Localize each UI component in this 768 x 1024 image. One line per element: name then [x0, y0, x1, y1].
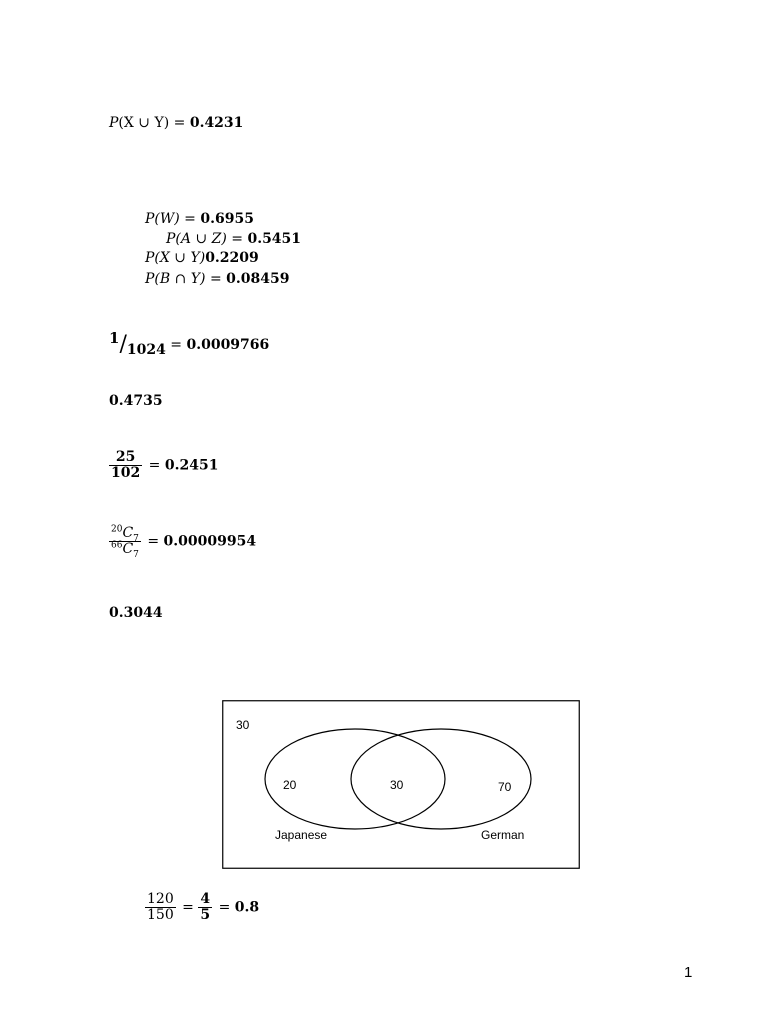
answer-value: 0.08459	[226, 271, 290, 287]
denominator: 150	[147, 907, 174, 923]
answer-value: 0.8	[234, 899, 260, 916]
page-number: 1	[684, 964, 693, 981]
combination-k: 7	[133, 549, 139, 560]
german-only-count: 70	[498, 780, 512, 794]
event-expression: P(X ∪ Y)	[145, 250, 206, 266]
fraction-slash: /	[119, 332, 127, 357]
event-expression: P(A ∪ Z)	[166, 231, 227, 247]
equation-union-az	[166, 231, 301, 247]
equals-sign: =	[142, 533, 164, 550]
answer-value: 0.4231	[189, 115, 244, 131]
event-expression: (X ∪ Y)	[118, 115, 170, 131]
answer-value: 0.4735	[109, 393, 163, 409]
german-circle	[351, 729, 531, 829]
answer-value: 0.2209	[205, 250, 259, 266]
equation-25-over-102	[109, 450, 218, 481]
answer-value: 0.6955	[200, 211, 254, 227]
equation-one-over-1024	[109, 330, 269, 358]
answer-line-10	[109, 605, 163, 621]
japanese-label: Japanese	[275, 828, 328, 842]
numerator: 120	[147, 891, 174, 907]
venn-diagram	[222, 700, 580, 870]
combination-fraction	[109, 524, 141, 560]
equals-sign: =	[179, 211, 201, 227]
denominator	[109, 540, 141, 560]
equals-sign: =	[169, 115, 190, 131]
combination-n: 20	[111, 524, 123, 535]
combination-symbol: C	[122, 525, 134, 541]
denominator: 102	[111, 465, 141, 481]
japanese-only-count: 20	[283, 778, 297, 792]
event-expression: P(W)	[145, 211, 180, 227]
stacked-fraction	[145, 892, 176, 923]
event-expression: P(B ∩ Y)	[145, 271, 206, 287]
prob-symbol: P	[109, 115, 119, 131]
both-count: 30	[390, 778, 404, 792]
outside-count: 30	[236, 718, 250, 732]
answer-value: 0.3044	[109, 605, 163, 621]
combination-n: 66	[111, 540, 123, 551]
equation-p-w	[145, 211, 254, 227]
answer-value: 0.00009954	[163, 533, 257, 550]
equation-intersect-by	[145, 271, 289, 287]
denominator: 1024	[126, 342, 166, 358]
stacked-fraction	[109, 450, 142, 481]
answer-line-7	[109, 393, 163, 409]
german-label: German	[481, 828, 525, 842]
equation-combinations	[109, 524, 257, 560]
numerator: 4	[200, 891, 211, 907]
equals-sign: =	[205, 271, 227, 287]
slash-fraction	[109, 329, 166, 358]
equation-union-xy-2	[145, 250, 259, 266]
combination-k: 7	[133, 533, 139, 544]
denominator: 5	[200, 907, 211, 923]
numerator: 1	[109, 329, 120, 347]
equals-sign: =	[165, 337, 187, 353]
stacked-fraction-reduced	[198, 892, 212, 923]
answer-value: 0.0009766	[186, 337, 270, 353]
equals-sign: =	[144, 457, 165, 474]
equals-sign: =	[226, 231, 248, 247]
equation-120-over-150	[145, 892, 259, 923]
numerator	[109, 524, 141, 544]
combination-symbol: C	[122, 541, 134, 557]
answer-value: 0.5451	[247, 231, 302, 247]
equals-sign: =	[214, 899, 235, 916]
equals-sign: =	[177, 899, 199, 916]
numerator: 25	[115, 449, 136, 465]
equation-union-xy	[109, 115, 243, 131]
answer-value: 0.2451	[164, 457, 219, 474]
